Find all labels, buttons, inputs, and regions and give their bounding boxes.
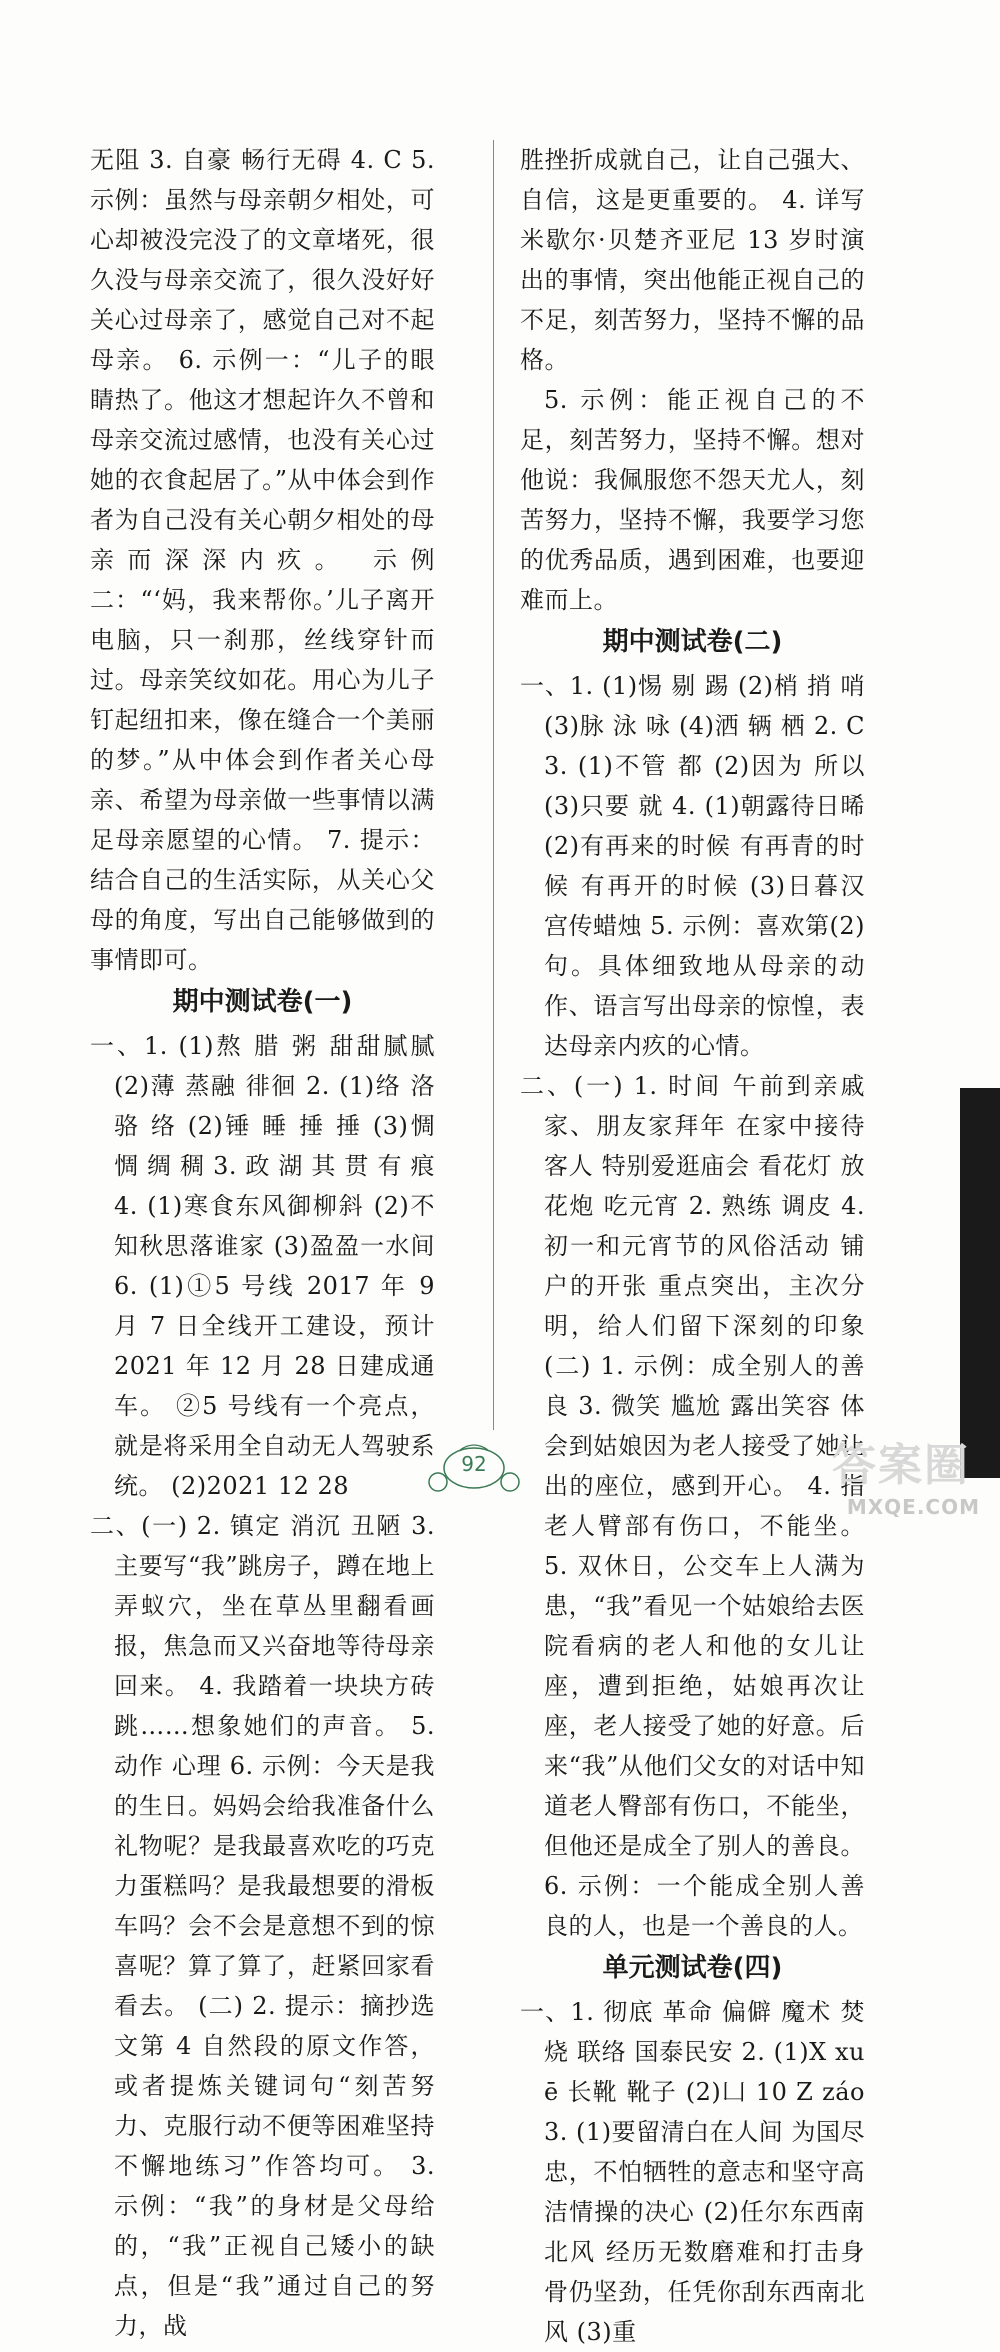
answer-paragraph: 5. 示例：能正视自己的不足，刻苦努力，坚持不懈。想对他说：我佩服您不怨天尤人，刻苦努力，坚持不懈，我要学习您的优秀品质，遇到困难，也要迎难而上。: [520, 386, 865, 614]
answer-paragraph: 胜挫折成就自己，让自己强大、自信，这是更重要的。 4. 详写米歇尔·贝楚齐亚尼 13 岁时演出的事情，突出他能正视自己的不足，刻苦努力，坚持不懈的品格。: [520, 146, 865, 374]
section-heading: 单元测试卷(四): [602, 1953, 783, 1983]
page-number-badge: [424, 1438, 524, 1498]
column-divider: [493, 140, 494, 1430]
answer-paragraph: 一、1. (1)熬 腊 粥 甜甜腻腻 (2)薄 蒸融 徘徊 2. (1)络 洛 骆 络 (2)锤 睡 捶 捶 (3)惆 惆 绸 稠 3. 政 湖 其 贯 有 痕 4. (1)寒食东风御柳斜 (2)不知秋思落谁家 (3)盈盈一水间 6. (1)①5 号线 2017 年 9 月 7 日全线开工建设，预计 2021 年 12 月 28 日建成通车。 ②5 号线有一个亮点，就是将采用全自动无人驾驶系统。 (2)2021 12 28: [90, 1032, 435, 1500]
answer-paragraph: 一、1. (1)惕 剔 踢 (2)梢 捎 哨 (3)脉 泳 咏 (4)洒 辆 栖 2. C 3. (1)不管 都 (2)因为 所以 (3)只要 就 4. (1)朝露待日晞 (2)有再来的时候 有再青的时候 有再开的时候 (3)日暮汉宫传蜡烛 5. 示例：喜欢第(2)句。具体细致地从母亲的动作、语言写出母亲的惊惶，表达母亲内疚的心情。: [520, 672, 865, 1060]
left-column: [90, 140, 435, 2346]
answer-paragraph: 二、(一) 2. 镇定 消沉 丑陋 3. 主要写“我”跳房子，蹲在地上弄蚁穴，坐在草丛里翻看画报，焦急而又兴奋地等待母亲回来。 4. 我踏着一块块方砖跳……想象她们的声音。 5. 动作 心理 6. 示例：今天是我的生日。妈妈会给我准备什么礼物呢？是我最喜欢吃的巧克力蛋糕吗？是我最想要的滑板车吗？会不会是意想不到的惊喜呢？算了算了，赶紧回家看看去。 (二) 2. 提示：摘抄选文第 4 自然段的原文作答，或者提炼关键词句“刻苦努力、克服行动不便等困难坚持不懈地练习”作答均可。 3. 示例：“我”的身材是父母给的，“我”正视自己矮小的缺点，但是“我”通过自己的努力，战: [90, 1512, 435, 2340]
answer-paragraph: 一、1. 彻底 革命 偏僻 魔术 焚烧 联络 国泰民安 2. (1)X xuē 长靴 靴子 (2)凵 10 Z záo 3. (1)要留清白在人间 为国尽忠，不怕牺牲的意志和坚守高洁情操的决心 (2)任尔东西南北风 经历无数磨难和打击身骨仍坚劲，任凭你刮东西南北风 (3)重: [520, 1998, 865, 2346]
answer-paragraph: 无阻 3. 自豪 畅行无碍 4. C 5. 示例：虽然与母亲朝夕相处，可心却被没完没了的文章堵死，很久没与母亲交流了，很久没好好关心过母亲了，感觉自己对不起母亲。 6. 示例一：“儿子的眼睛热了。他这才想起许久不曾和母亲交流过感情，也没有关心过她的衣食起居了。”从中体会到作者为自己没有关心朝夕相处的母亲而深深内疚。 示例二：“‘妈，我来帮你。’儿子离开电脑，只一刹那，丝线穿针而过。母亲笑纹如花。用心为儿子钉起纽扣来，像在缝合一个美丽的梦。”从中体会到作者关心母亲、希望为母亲做一些事情以满足母亲愿望的心情。 7. 提示：结合自己的生活实际，从关心父母的角度，写出自己能够做到的事情即可。: [90, 146, 435, 974]
right-column: [520, 140, 865, 2352]
edge-tab: [960, 1088, 1000, 1478]
section-heading: 期中测试卷(二): [602, 627, 783, 657]
watermark: [790, 1429, 980, 1519]
page-number: 92: [461, 1452, 487, 1476]
watermark-logo: 答案圈: [832, 1440, 970, 1491]
watermark-url: MXQE.COM: [846, 1495, 980, 1519]
section-heading: 期中测试卷(一): [172, 987, 353, 1017]
answer-paragraph: 二、(一) 1. 时间 午前到亲戚家、朋友家拜年 在家中接待客人 特别爱逛庙会 看花灯 放花炮 吃元宵 2. 熟练 调皮 4. 初一和元宵节的风俗活动 铺户的开张 重点突出，主次分明，给人们留下深刻的印象 (二) 1. 示例：成全别人的善良 3. 微笑 尴尬 露出笑容 体会到姑娘因为老人接受了她让出的座位，感到开心。 4. 指老人臂部有伤口，不能坐。 5. 双休日，公交车上人满为患，“我”看见一个姑娘给去医院看病的老人和他的女儿让座，遭到拒绝，姑娘再次让座，老人接受了她的好意。后来“我”从他们父女的对话中知道老人臀部有伤口，不能坐，但他还是成全了别人的善良。 6. 示例：一个能成全别人善良的人，也是一个善良的人。: [520, 1072, 865, 1940]
